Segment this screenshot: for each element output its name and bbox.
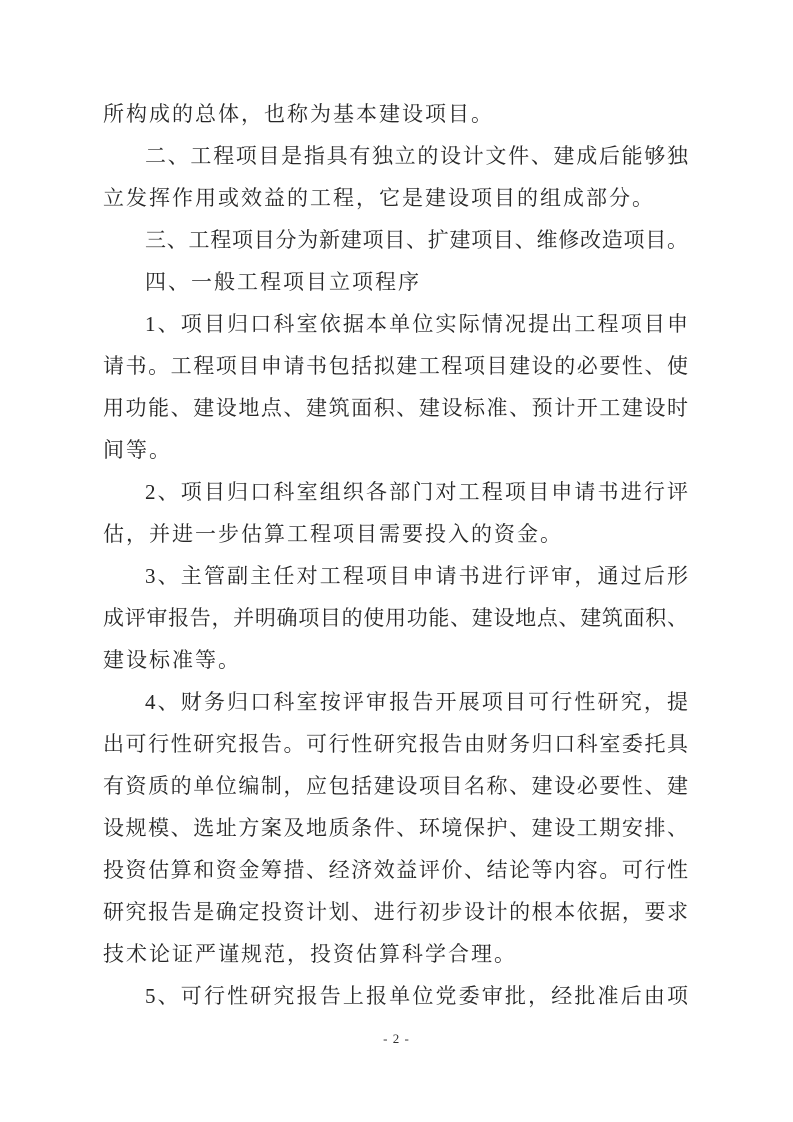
text-line: 用功能、建设地点、建筑面积、建设标准、预计开工建设时 xyxy=(103,396,688,420)
text-line: 估，并进一步估算工程项目需要投入的资金。 xyxy=(103,522,563,546)
text-line: 2、项目归口科室组织各部门对工程项目申请书进行评 xyxy=(145,480,688,504)
text-line: 请书。工程项目申请书包括拟建工程项目建设的必要性、使 xyxy=(103,354,688,378)
text-line: 研究报告是确定投资计划、进行初步设计的根本依据，要求 xyxy=(103,900,688,924)
text-line: 4、财务归口科室按评审报告开展项目可行性研究，提 xyxy=(145,690,688,714)
page-number: - 2 - xyxy=(383,1031,410,1046)
text-line: 1、项目归口科室依据本单位实际情况提出工程项目申 xyxy=(145,312,688,336)
text-line: 技术论证严谨规范，投资估算科学合理。 xyxy=(103,942,517,966)
text-line: 建设标准等。 xyxy=(103,648,241,672)
text-line: 5、可行性研究报告上报单位党委审批，经批准后由项 xyxy=(145,984,688,1008)
text-line: 设规模、选址方案及地质条件、环境保护、建设工期安排、 xyxy=(103,816,688,840)
document-body xyxy=(103,93,688,1017)
text-line: 立发挥作用或效益的工程，它是建设项目的组成部分。 xyxy=(103,186,655,210)
text-line: 二、工程项目是指具有独立的设计文件、建成后能够独 xyxy=(145,144,688,168)
text-line: 投资估算和资金筹措、经济效益评价、结论等内容。可行性 xyxy=(103,858,688,882)
text-line: 3、主管副主任对工程项目申请书进行评审，通过后形 xyxy=(145,564,688,588)
text-line: 三、工程项目分为新建项目、扩建项目、维修改造项目。 xyxy=(145,228,688,252)
text-line: 有资质的单位编制，应包括建设项目名称、建设必要性、建 xyxy=(103,774,688,798)
text-line: 间等。 xyxy=(103,438,172,462)
text-line: 所构成的总体，也称为基本建设项目。 xyxy=(103,102,494,126)
text-line: 成评审报告，并明确项目的使用功能、建设地点、建筑面积、 xyxy=(103,606,688,630)
text-line: 四、一般工程项目立项程序 xyxy=(145,270,421,294)
text-line: 出可行性研究报告。可行性研究报告由财务归口科室委托具 xyxy=(103,732,688,756)
